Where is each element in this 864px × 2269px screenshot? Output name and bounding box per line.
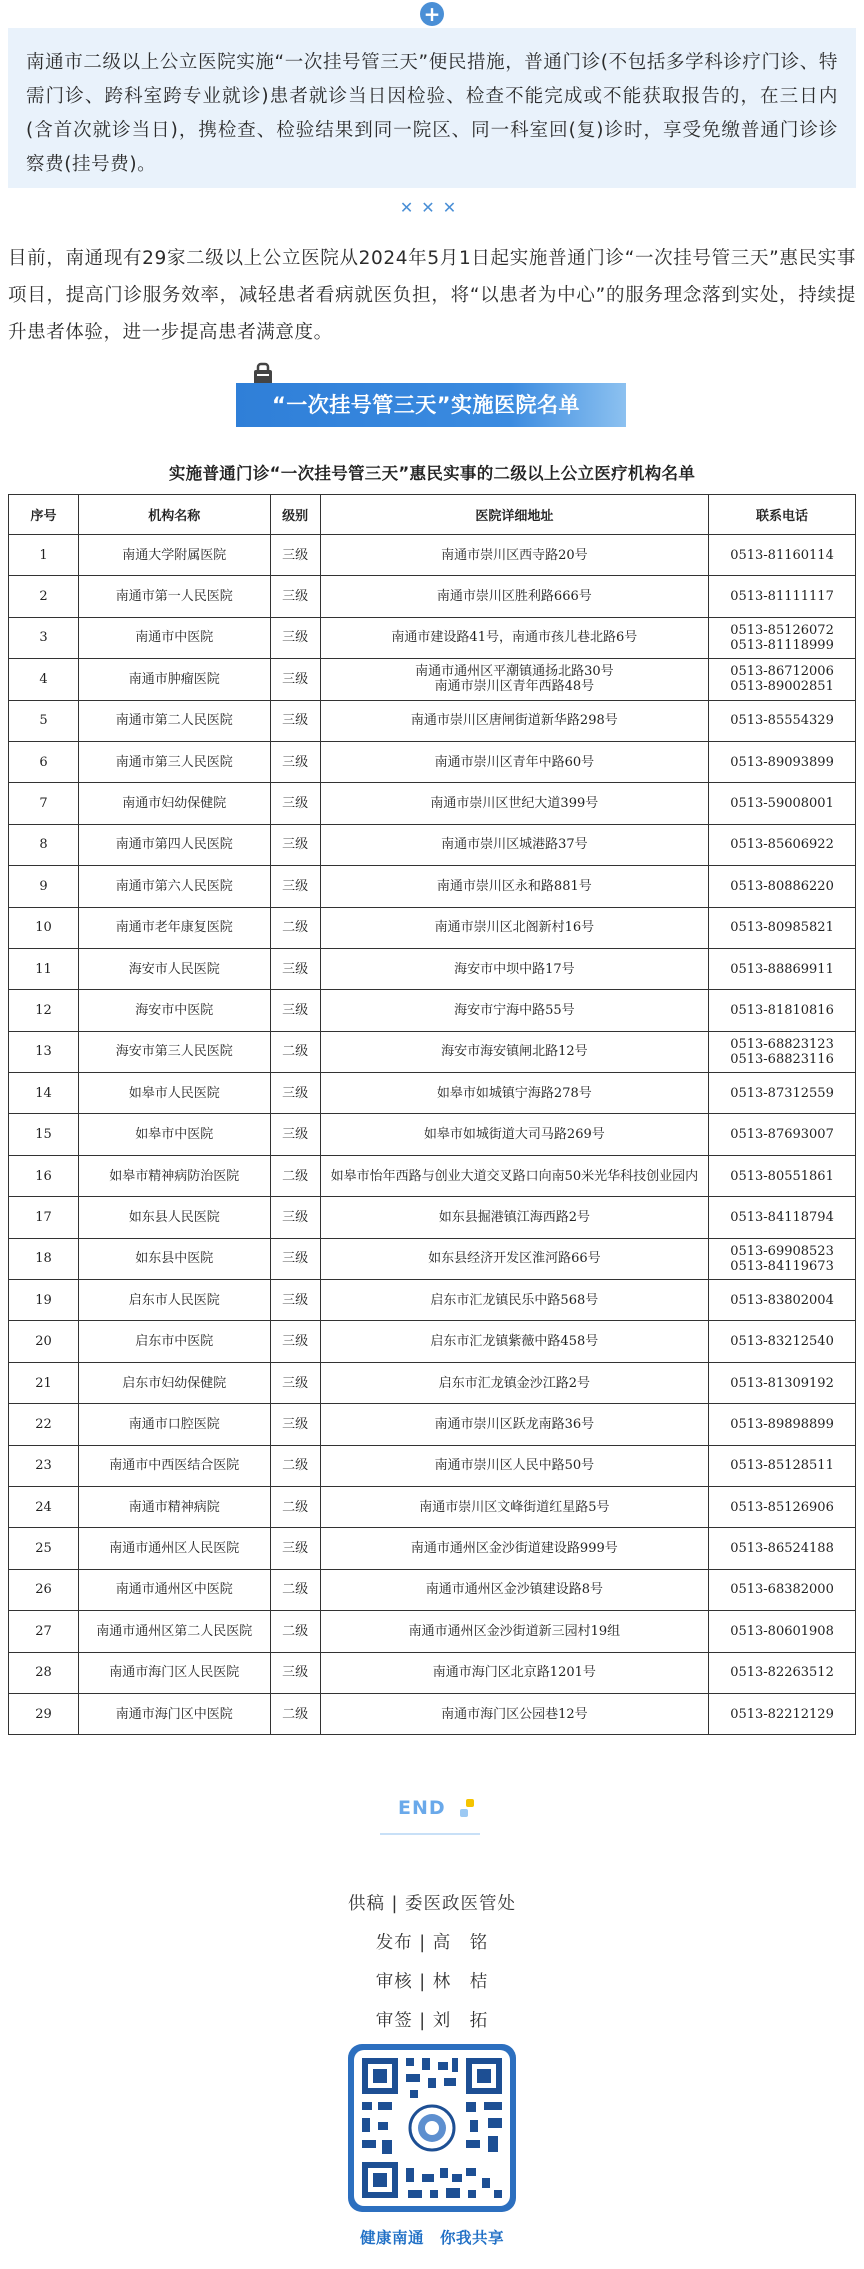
hospital-level: 三级 — [270, 1321, 320, 1362]
row-index: 11 — [9, 948, 79, 989]
hospital-level: 三级 — [270, 783, 320, 824]
hospital-level: 二级 — [270, 1486, 320, 1527]
table-header-row — [9, 495, 856, 535]
table-row — [9, 1611, 856, 1652]
credit-approver: 审签 | 刘 拓 — [375, 2011, 489, 2031]
hospital-level: 三级 — [270, 1238, 320, 1279]
hospital-level: 二级 — [270, 1569, 320, 1610]
table-row — [9, 907, 856, 948]
row-index: 1 — [9, 535, 79, 576]
hospital-address: 南通市崇川区城港路37号 — [320, 824, 708, 865]
hospital-phone: 0513-68382000 — [709, 1569, 856, 1610]
hospital-address: 海安市海安镇闸北路12号 — [320, 1031, 708, 1072]
hospital-level: 三级 — [270, 1280, 320, 1321]
hospital-name: 南通市通州区中医院 — [78, 1569, 270, 1610]
hospital-level: 三级 — [270, 1652, 320, 1693]
row-index: 15 — [9, 1114, 79, 1155]
hospital-address: 南通市海门区公园巷12号 — [320, 1693, 708, 1734]
end-label: END — [398, 1797, 446, 1819]
hospital-name: 南通市海门区人民医院 — [78, 1652, 270, 1693]
table-row — [9, 576, 856, 617]
end-decor-dot — [460, 1809, 468, 1817]
hospital-phone: 0513-87693007 — [709, 1114, 856, 1155]
row-index: 6 — [9, 741, 79, 782]
hospital-name: 南通市肿瘤医院 — [78, 659, 270, 700]
hospital-phone: 0513-83212540 — [709, 1321, 856, 1362]
credit-source: 供稿 | 委医政医管处 — [347, 1894, 517, 1914]
row-index: 28 — [9, 1652, 79, 1693]
hospital-phone: 0513-80551861 — [709, 1155, 856, 1196]
end-marker — [380, 1797, 484, 1837]
row-index: 29 — [9, 1693, 79, 1734]
hospital-address: 南通市崇川区青年中路60号 — [320, 741, 708, 782]
star-divider: ✕✕✕ — [399, 198, 465, 217]
hospital-address: 南通市崇川区唐闸街道新华路298号 — [320, 700, 708, 741]
hospital-level: 三级 — [270, 535, 320, 576]
row-index: 27 — [9, 1611, 79, 1652]
hospital-name: 海安市第三人民医院 — [78, 1031, 270, 1072]
hospital-address: 海安市宁海中路55号 — [320, 990, 708, 1031]
table-row — [9, 1652, 856, 1693]
hospital-name: 海安市人民医院 — [78, 948, 270, 989]
hospital-level: 二级 — [270, 1611, 320, 1652]
credit-reviewer: 审核 | 林 桔 — [375, 1972, 489, 1992]
intro-paragraph: 目前，南通现有29家二级以上公立医院从2024年5月1日起实施普通门诊“一次挂号管三天”惠民实事项目，提高门诊服务效率，减轻患者看病就医负担，将“以患者为中心”的服务理念落到实处，持续提升患者体验，进一步提高患者满意度。 — [8, 248, 856, 343]
banner-title: “一次挂号管三天”实施医院名单 — [271, 393, 581, 417]
hospital-address: 南通市崇川区文峰街道红星路5号 — [320, 1486, 708, 1527]
hospital-address: 南通市崇川区永和路881号 — [320, 866, 708, 907]
end-decor-dot — [466, 1799, 474, 1807]
row-index: 3 — [9, 617, 79, 658]
hospital-address: 启东市汇龙镇民乐中路568号 — [320, 1280, 708, 1321]
hospital-address: 南通市海门区北京路1201号 — [320, 1652, 708, 1693]
hospital-level: 三级 — [270, 1404, 320, 1445]
table-row — [9, 1114, 856, 1155]
hospital-phone: 0513-85128511 — [709, 1445, 856, 1486]
row-index: 22 — [9, 1404, 79, 1445]
header-cell-level: 级别 — [270, 495, 320, 535]
header-cell-name: 机构名称 — [78, 495, 270, 535]
hospital-level: 三级 — [270, 1073, 320, 1114]
plus-icon: + — [420, 2, 444, 26]
hospital-address: 南通市通州区金沙街道建设路999号 — [320, 1528, 708, 1569]
table-row — [9, 948, 856, 989]
row-index: 9 — [9, 866, 79, 907]
hospital-name: 启东市人民医院 — [78, 1280, 270, 1321]
hospital-name: 南通大学附属医院 — [78, 535, 270, 576]
hospital-phone: 0513-81111117 — [709, 576, 856, 617]
row-index: 25 — [9, 1528, 79, 1569]
hospital-level: 三级 — [270, 576, 320, 617]
hospital-level: 三级 — [270, 700, 320, 741]
table-row — [9, 824, 856, 865]
hospital-name: 如东县中医院 — [78, 1238, 270, 1279]
hospital-phone: 0513-86712006 0513-89002851 — [709, 659, 856, 700]
hospital-level: 三级 — [270, 617, 320, 658]
hospital-phone: 0513-88869911 — [709, 948, 856, 989]
hospital-name: 南通市第三人民医院 — [78, 741, 270, 782]
hospital-phone: 0513-89898899 — [709, 1404, 856, 1445]
table-row — [9, 1197, 856, 1238]
hospital-name: 南通市通州区人民医院 — [78, 1528, 270, 1569]
table-body — [9, 535, 856, 1735]
hospital-level: 三级 — [270, 741, 320, 782]
hospital-name: 南通市妇幼保健院 — [78, 783, 270, 824]
hospital-phone: 0513-85126906 — [709, 1486, 856, 1527]
hospital-name: 启东市妇幼保健院 — [78, 1362, 270, 1403]
qr-code — [348, 2044, 516, 2212]
table-row — [9, 741, 856, 782]
hospital-table — [8, 494, 856, 1735]
hospital-name: 南通市老年康复医院 — [78, 907, 270, 948]
hospital-name: 南通市中医院 — [78, 617, 270, 658]
table-row — [9, 1693, 856, 1734]
hospital-address: 如皋市如城街道大司马路269号 — [320, 1114, 708, 1155]
row-index: 19 — [9, 1280, 79, 1321]
hospital-phone: 0513-81309192 — [709, 1362, 856, 1403]
hospital-address: 如东县掘港镇江海西路2号 — [320, 1197, 708, 1238]
hospital-address: 南通市通州区金沙街道新三园村19组 — [320, 1611, 708, 1652]
hospital-list-banner — [236, 383, 626, 427]
table-row — [9, 1031, 856, 1072]
hospital-level: 三级 — [270, 1197, 320, 1238]
table-row — [9, 1362, 856, 1403]
row-index: 21 — [9, 1362, 79, 1403]
hospital-name: 如皋市精神病防治医院 — [78, 1155, 270, 1196]
table-row — [9, 1486, 856, 1527]
hospital-address: 南通市建设路41号，南通市孩儿巷北路6号 — [320, 617, 708, 658]
table-row — [9, 1528, 856, 1569]
table-row — [9, 1321, 856, 1362]
hospital-address: 南通市崇川区世纪大道399号 — [320, 783, 708, 824]
hospital-name: 南通市第六人民医院 — [78, 866, 270, 907]
table-row — [9, 1569, 856, 1610]
end-underline — [380, 1833, 480, 1835]
hospital-level: 三级 — [270, 990, 320, 1031]
row-index: 7 — [9, 783, 79, 824]
table-row — [9, 1445, 856, 1486]
hospital-level: 三级 — [270, 1362, 320, 1403]
hospital-phone: 0513-85554329 — [709, 700, 856, 741]
hospital-address: 南通市崇川区胜利路666号 — [320, 576, 708, 617]
hospital-address: 南通市崇川区跃龙南路36号 — [320, 1404, 708, 1445]
hospital-phone: 0513-85606922 — [709, 824, 856, 865]
hospital-level: 三级 — [270, 866, 320, 907]
hospital-phone: 0513-84118794 — [709, 1197, 856, 1238]
row-index: 4 — [9, 659, 79, 700]
hospital-name: 如皋市人民医院 — [78, 1073, 270, 1114]
hospital-name: 海安市中医院 — [78, 990, 270, 1031]
header-cell-address: 医院详细地址 — [320, 495, 708, 535]
row-index: 26 — [9, 1569, 79, 1610]
hospital-phone: 0513-86524188 — [709, 1528, 856, 1569]
header-cell-phone: 联系电话 — [709, 495, 856, 535]
table-row — [9, 700, 856, 741]
table-row — [9, 1280, 856, 1321]
hospital-level: 三级 — [270, 1114, 320, 1155]
hospital-phone: 0513-82212129 — [709, 1693, 856, 1734]
hospital-name: 如皋市中医院 — [78, 1114, 270, 1155]
table-title: 实施普通门诊“一次挂号管三天”惠民实事的二级以上公立医疗机构名单 — [168, 464, 696, 483]
hospital-level: 二级 — [270, 907, 320, 948]
hospital-name: 南通市中西医结合医院 — [78, 1445, 270, 1486]
table-row — [9, 659, 856, 700]
hospital-name: 南通市口腔医院 — [78, 1404, 270, 1445]
hospital-address: 南通市通州区平潮镇通扬北路30号 南通市崇川区青年西路48号 — [320, 659, 708, 700]
row-index: 2 — [9, 576, 79, 617]
hospital-name: 如东县人民医院 — [78, 1197, 270, 1238]
row-index: 5 — [9, 700, 79, 741]
table-row — [9, 1404, 856, 1445]
credit-publisher: 发布 | 高 铭 — [375, 1933, 489, 1953]
hospital-phone: 0513-80601908 — [709, 1611, 856, 1652]
hospital-address: 海安市中坝中路17号 — [320, 948, 708, 989]
hospital-name: 南通市海门区中医院 — [78, 1693, 270, 1734]
hospital-phone: 0513-80985821 — [709, 907, 856, 948]
hospital-phone: 0513-89093899 — [709, 741, 856, 782]
hospital-address: 启东市汇龙镇紫薇中路458号 — [320, 1321, 708, 1362]
qr-caption: 健康南通 你我共享 — [359, 2229, 504, 2247]
hospital-level: 二级 — [270, 1031, 320, 1072]
notice-text: 南通市二级以上公立医院实施“一次挂号管三天”便民措施，普通门诊(不包括多学科诊疗门诊、特需门诊、跨科室跨专业就诊)患者就诊当日因检验、检查不能完成或不能获取报告的，在三日内(含首次就诊当日)，携检查、检验结果到同一院区、同一科室回(复)诊时，享受免缴普通门诊诊察费(挂号费)。 — [26, 52, 838, 175]
table-row — [9, 866, 856, 907]
row-index: 20 — [9, 1321, 79, 1362]
row-index: 8 — [9, 824, 79, 865]
hospital-address: 南通市崇川区西寺路20号 — [320, 535, 708, 576]
hospital-phone: 0513-85126072 0513-81118999 — [709, 617, 856, 658]
table-row — [9, 1238, 856, 1279]
hospital-name: 南通市第二人民医院 — [78, 700, 270, 741]
row-index: 13 — [9, 1031, 79, 1072]
hospital-level: 三级 — [270, 659, 320, 700]
table-row — [9, 1073, 856, 1114]
hospital-address: 南通市崇川区北阁新村16号 — [320, 907, 708, 948]
hospital-address: 如皋市如城镇宁海路278号 — [320, 1073, 708, 1114]
hospital-phone: 0513-80886220 — [709, 866, 856, 907]
table-row — [9, 617, 856, 658]
hospital-address: 南通市崇川区人民中路50号 — [320, 1445, 708, 1486]
hospital-name: 南通市第四人民医院 — [78, 824, 270, 865]
row-index: 10 — [9, 907, 79, 948]
hospital-phone: 0513-59008001 — [709, 783, 856, 824]
hospital-address: 启东市汇龙镇金沙江路2号 — [320, 1362, 708, 1403]
hospital-phone: 0513-82263512 — [709, 1652, 856, 1693]
hospital-address: 如东县经济开发区淮河路66号 — [320, 1238, 708, 1279]
row-index: 23 — [9, 1445, 79, 1486]
hospital-phone: 0513-83802004 — [709, 1280, 856, 1321]
hospital-level: 三级 — [270, 948, 320, 989]
table-row — [9, 783, 856, 824]
hospital-name: 南通市第一人民医院 — [78, 576, 270, 617]
hospital-level: 二级 — [270, 1155, 320, 1196]
notice-box — [8, 28, 856, 188]
row-index: 24 — [9, 1486, 79, 1527]
table-row — [9, 535, 856, 576]
table-row — [9, 1155, 856, 1196]
hospital-phone: 0513-69908523 0513-84119673 — [709, 1238, 856, 1279]
hospital-address: 如皋市怡年西路与创业大道交叉路口向南50米光华科技创业园内 — [320, 1155, 708, 1196]
row-index: 18 — [9, 1238, 79, 1279]
hospital-phone: 0513-68823123 0513-68823116 — [709, 1031, 856, 1072]
row-index: 12 — [9, 990, 79, 1031]
row-index: 14 — [9, 1073, 79, 1114]
hospital-phone: 0513-81810816 — [709, 990, 856, 1031]
hospital-level: 二级 — [270, 1693, 320, 1734]
table-row — [9, 990, 856, 1031]
row-index: 17 — [9, 1197, 79, 1238]
hospital-address: 南通市通州区金沙镇建设路8号 — [320, 1569, 708, 1610]
hospital-name: 启东市中医院 — [78, 1321, 270, 1362]
hospital-name: 南通市通州区第二人民医院 — [78, 1611, 270, 1652]
hospital-name: 南通市精神病院 — [78, 1486, 270, 1527]
header-cell-index: 序号 — [9, 495, 79, 535]
row-index: 16 — [9, 1155, 79, 1196]
hospital-phone: 0513-87312559 — [709, 1073, 856, 1114]
hospital-level: 二级 — [270, 1445, 320, 1486]
hospital-level: 三级 — [270, 824, 320, 865]
hospital-phone: 0513-81160114 — [709, 535, 856, 576]
hospital-level: 三级 — [270, 1528, 320, 1569]
